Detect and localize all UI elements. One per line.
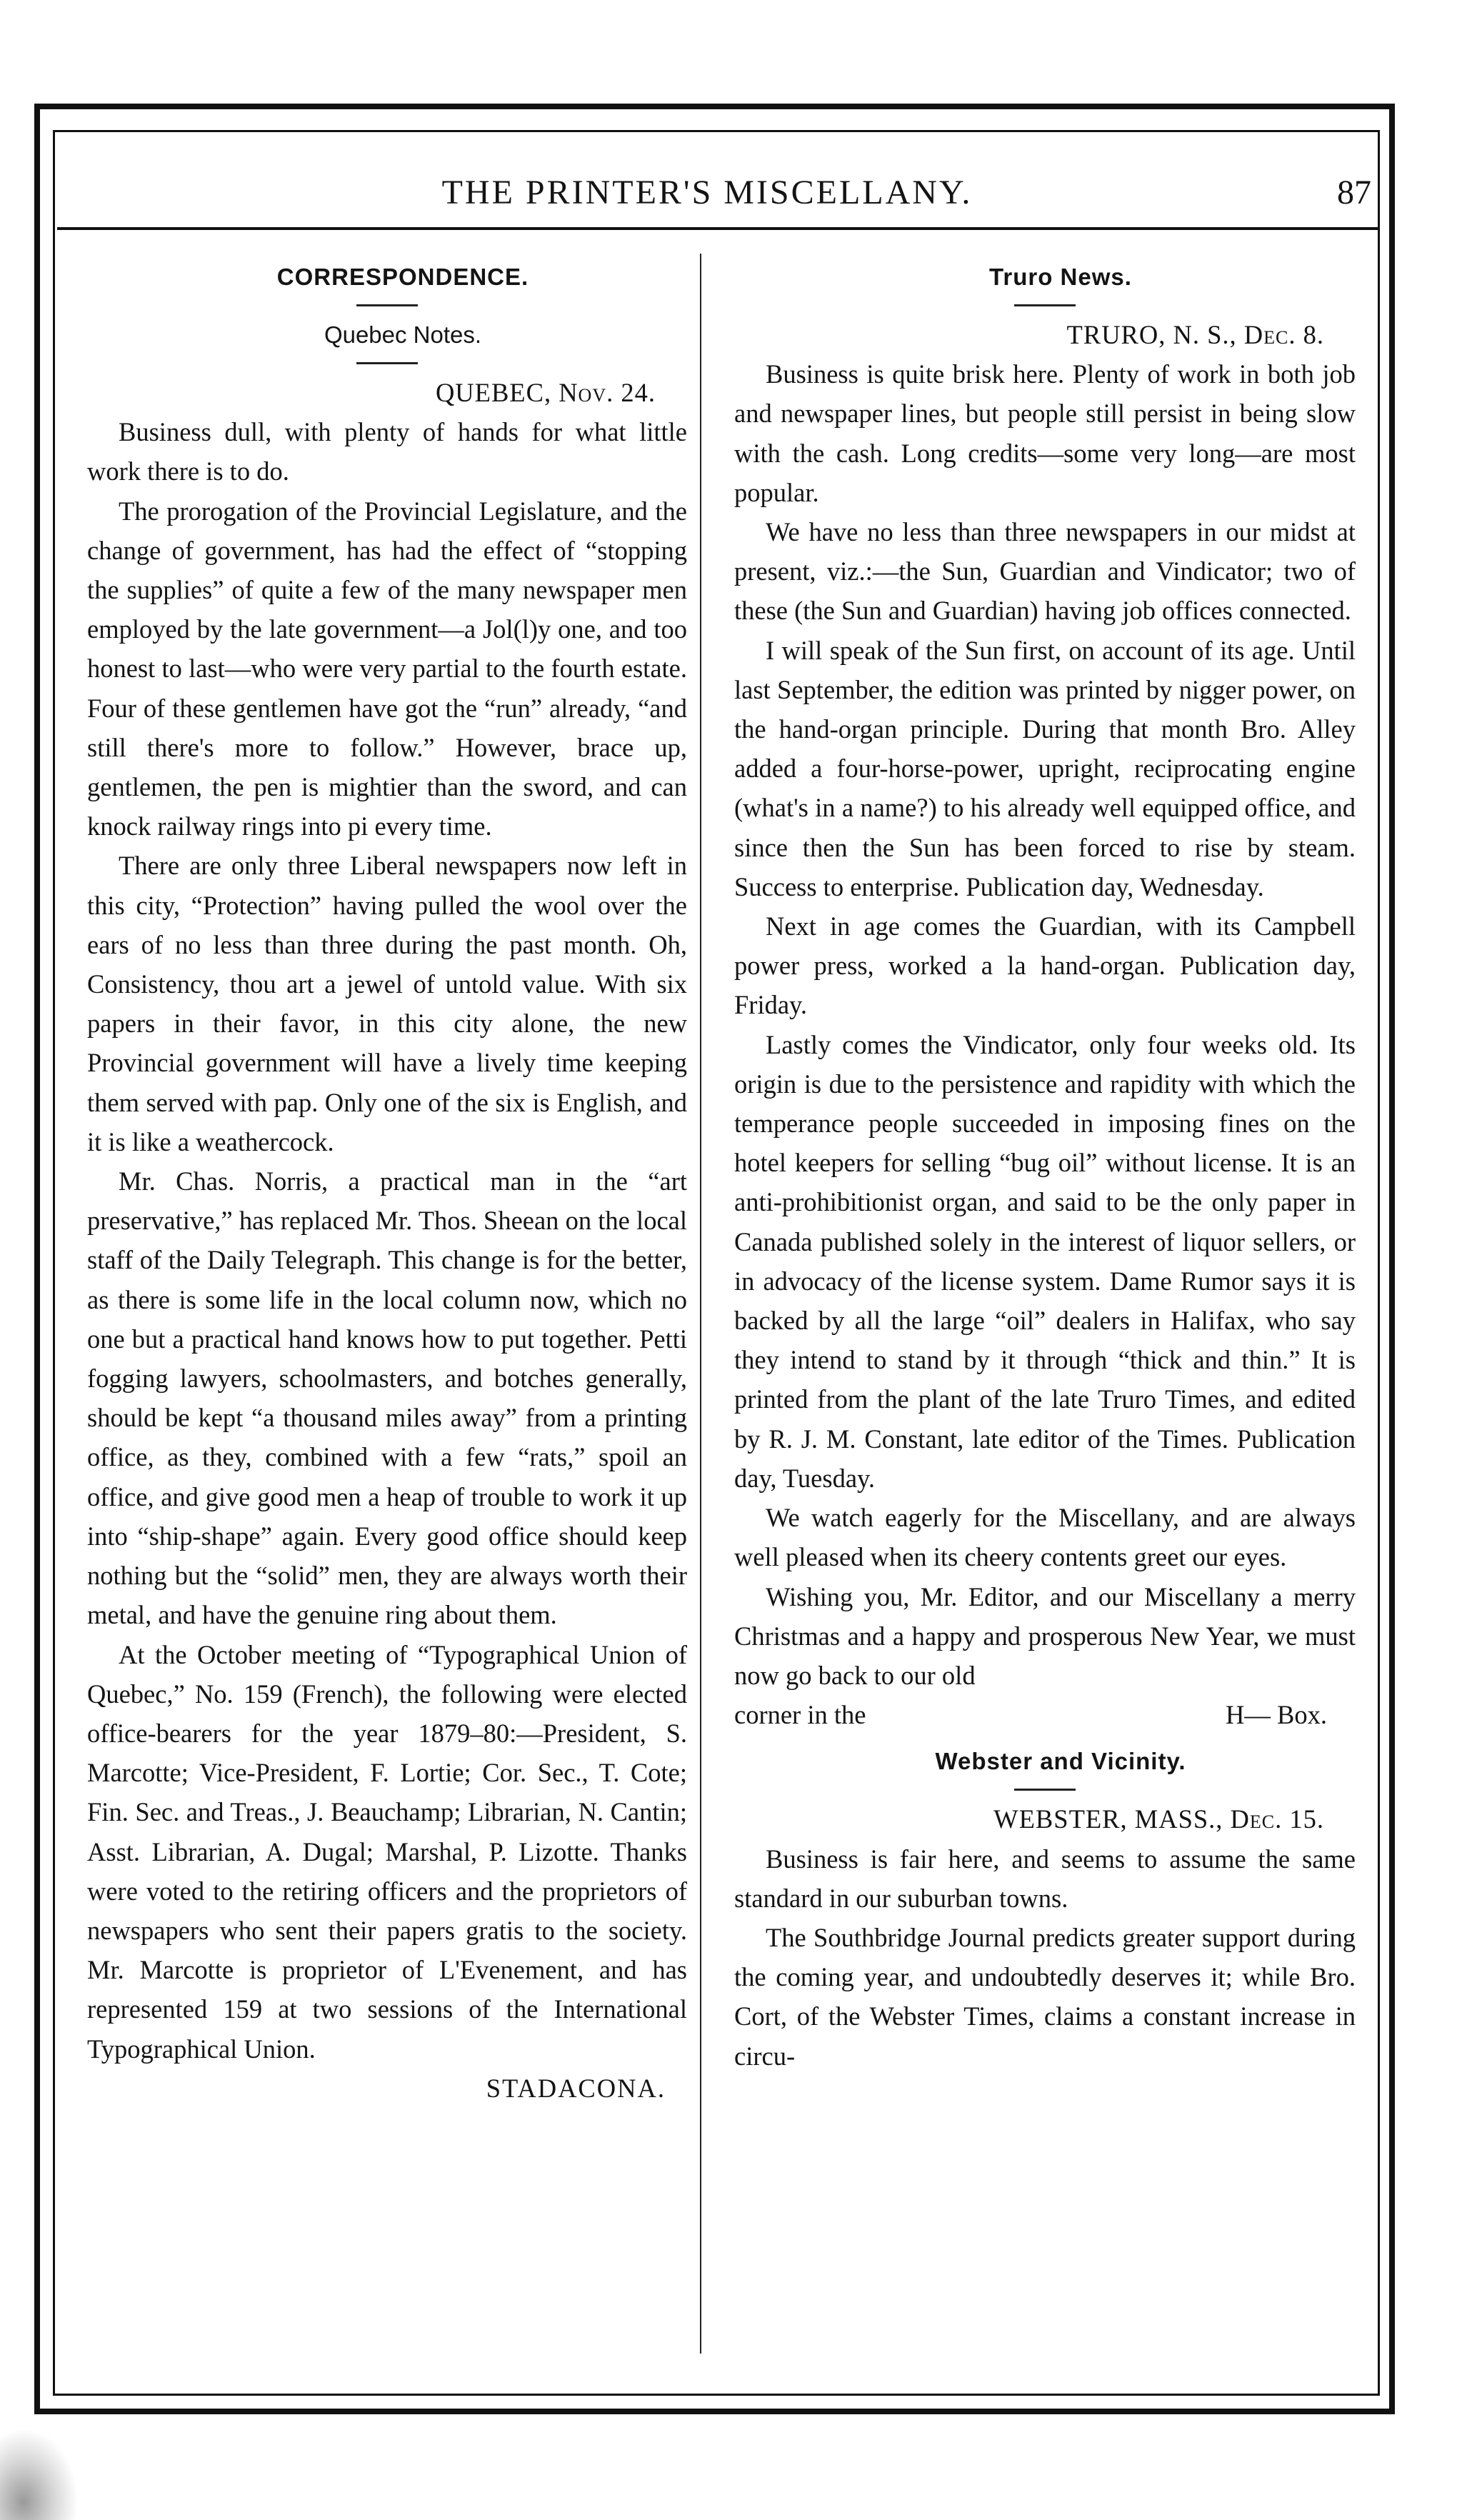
section-title: Truro News. — [989, 264, 1132, 290]
section-title: Webster and Vicinity. — [935, 1748, 1186, 1775]
title-rule — [356, 304, 418, 306]
paragraph: There are only three Liberal newspapers now left in this city, “Protection” having pulled the wool over the ears of no less than three during the past month. Oh, Consistency, thou art a jewel of untold value. With six papers in their favor, in this city alone, the new Provincial government will have a lively time keeping them served with pap. Only one of the six is English, and it is like a weathercock. — [87, 851, 687, 1156]
paragraph: The Southbridge Journal predicts greater support during the coming year, and undoubtedly deserves it; while Bro. Cort, of the Webster Times, claims a constant increase in circu- — [734, 1922, 1356, 2071]
section-title: CORRESPONDENCE. — [276, 264, 529, 290]
dateline: WEBSTER, MASS., Dec. 15. — [993, 1804, 1324, 1834]
title-rule — [1014, 1789, 1076, 1791]
paragraph: Next in age comes the Guardian, with its Campbell power press, worked a la hand-organ. Publication day, Friday. — [734, 911, 1356, 1020]
paragraph: The prorogation of the Provincial Legislature, and the change of government, has had the effect of “stopping the supplies” of quite a few of the many newspaper men employed by the late government—a Jol(l)y one, and too honest to last—who were very partial to the fourth estate. Four of these gentlemen have got the “run” already, “and still there's more to follow.” However, brace up, gentlemen, the pen is mightier than the sword, and can knock railway rings into pi every time. — [87, 496, 687, 841]
closing-right: H— Box. — [1226, 1700, 1327, 1730]
left-column — [87, 257, 687, 2108]
subsection-title: Quebec Notes. — [324, 321, 482, 348]
paragraph: Wishing you, Mr. Editor, and our Miscellany a merry Christmas and a happy and prosperous New Year, we must now go back to our old — [734, 1581, 1356, 1690]
page-number: 87 — [1337, 174, 1371, 211]
paragraph: Business is quite brisk here. Plenty of work in both job and newspaper lines, but people still persist in being slow with the cash. Long credits—some very long—are most popular. — [734, 359, 1356, 507]
scan-smudge — [0, 2429, 79, 2520]
closing-line — [734, 1695, 1356, 1734]
paragraph: I will speak of the Sun first, on account of its age. Until last September, the edition was printed by nigger power, on the hand-organ principle. During that month Bro. Alley added a four-horse-power, upright, reciprocating engine (what's in a name?) to his already well equipped office, and since then the Sun has been forced to rise by steam. Success to enterprise. Publication day, Wednesday. — [734, 635, 1356, 901]
running-head: THE PRINTER'S MISCELLANY. — [441, 174, 973, 211]
dateline: QUEBEC, Nov. 24. — [435, 378, 656, 407]
column-divider — [700, 254, 701, 2354]
closing-left: corner in the — [734, 1700, 866, 1730]
title-rule — [356, 362, 418, 364]
paragraph: Lastly comes the Vindicator, only four weeks old. Its origin is due to the persistence and rapidity with which the temperance people succeeded in imposing fines on the hotel keepers for selling “bug oil” without license. It is an anti-prohibitionist organ, and said to be the only paper in Canada published solely in the interest of liquor sellers, or in advocacy of the license system. Dame Rumor says it is backed by all the large “oil” dealers in Halifax, who say they intend to stand by it through “thick and thin.” It is printed from the plant of the late Truro Times, and edited by R. J. M. Constant, late editor of the Times. Publication day, Tuesday. — [734, 1029, 1356, 1493]
signature: STADACONA. — [486, 2073, 666, 2103]
paragraph: At the October meeting of “Typographical Union of Quebec,” No. 159 (French), the following were elected office-bearers for the year 1879–80:—President, S. Marcotte; Vice-President, F. Lortie; Cor. Sec., T. Cote; Fin. Sec. and Treas., J. Beauchamp; Librarian, N. Cantin; Asst. Librarian, A. Dugal; Marshal, P. Lizotte. Thanks were voted to the retiring officers and the proprietors of newspapers who sent their papers gratis to the society. Mr. Marcotte is proprietor of L'Evenement, and has represented 159 at two sessions of the International Typographical Union. — [87, 1639, 687, 2064]
paragraph: Business dull, with plenty of hands for what little work there is to do. — [87, 417, 687, 486]
header-rule — [57, 227, 1378, 230]
dateline: TRURO, N. S., Dec. 8. — [1066, 320, 1324, 349]
paragraph: Mr. Chas. Norris, a practical man in the “art preservative,” has replaced Mr. Thos. Sheean on the local staff of the Daily Telegraph. This change is for the better, as there is some life in the local column now, which no one but a practical hand knows how to put together. Petti fogging lawyers, schoolmasters, and botches generally, should be kept “a thousand miles away” from a printing office, as they, combined with a few “rats,” spoil an office, and give good men a heap of trouble to work it up into “ship-shape” again. Every good office should keep nothing but the “solid” men, they are always worth their metal, and have the genuine ring about them. — [87, 1166, 687, 1630]
paragraph: We have no less than three newspapers in our midst at present, viz.:—the Sun, Guardian and Vindicator; two of these (the Sun and Guardian) having job offices connected. — [734, 517, 1356, 626]
title-rule — [1014, 304, 1076, 306]
paragraph: We watch eagerly for the Miscellany, and are always well pleased when its cheery contents greet our eyes. — [734, 1503, 1356, 1572]
paragraph: Business is fair here, and seems to assume the same standard in our suburban towns. — [734, 1844, 1356, 1913]
right-column — [734, 257, 1356, 2076]
spacer — [734, 1734, 1356, 1741]
